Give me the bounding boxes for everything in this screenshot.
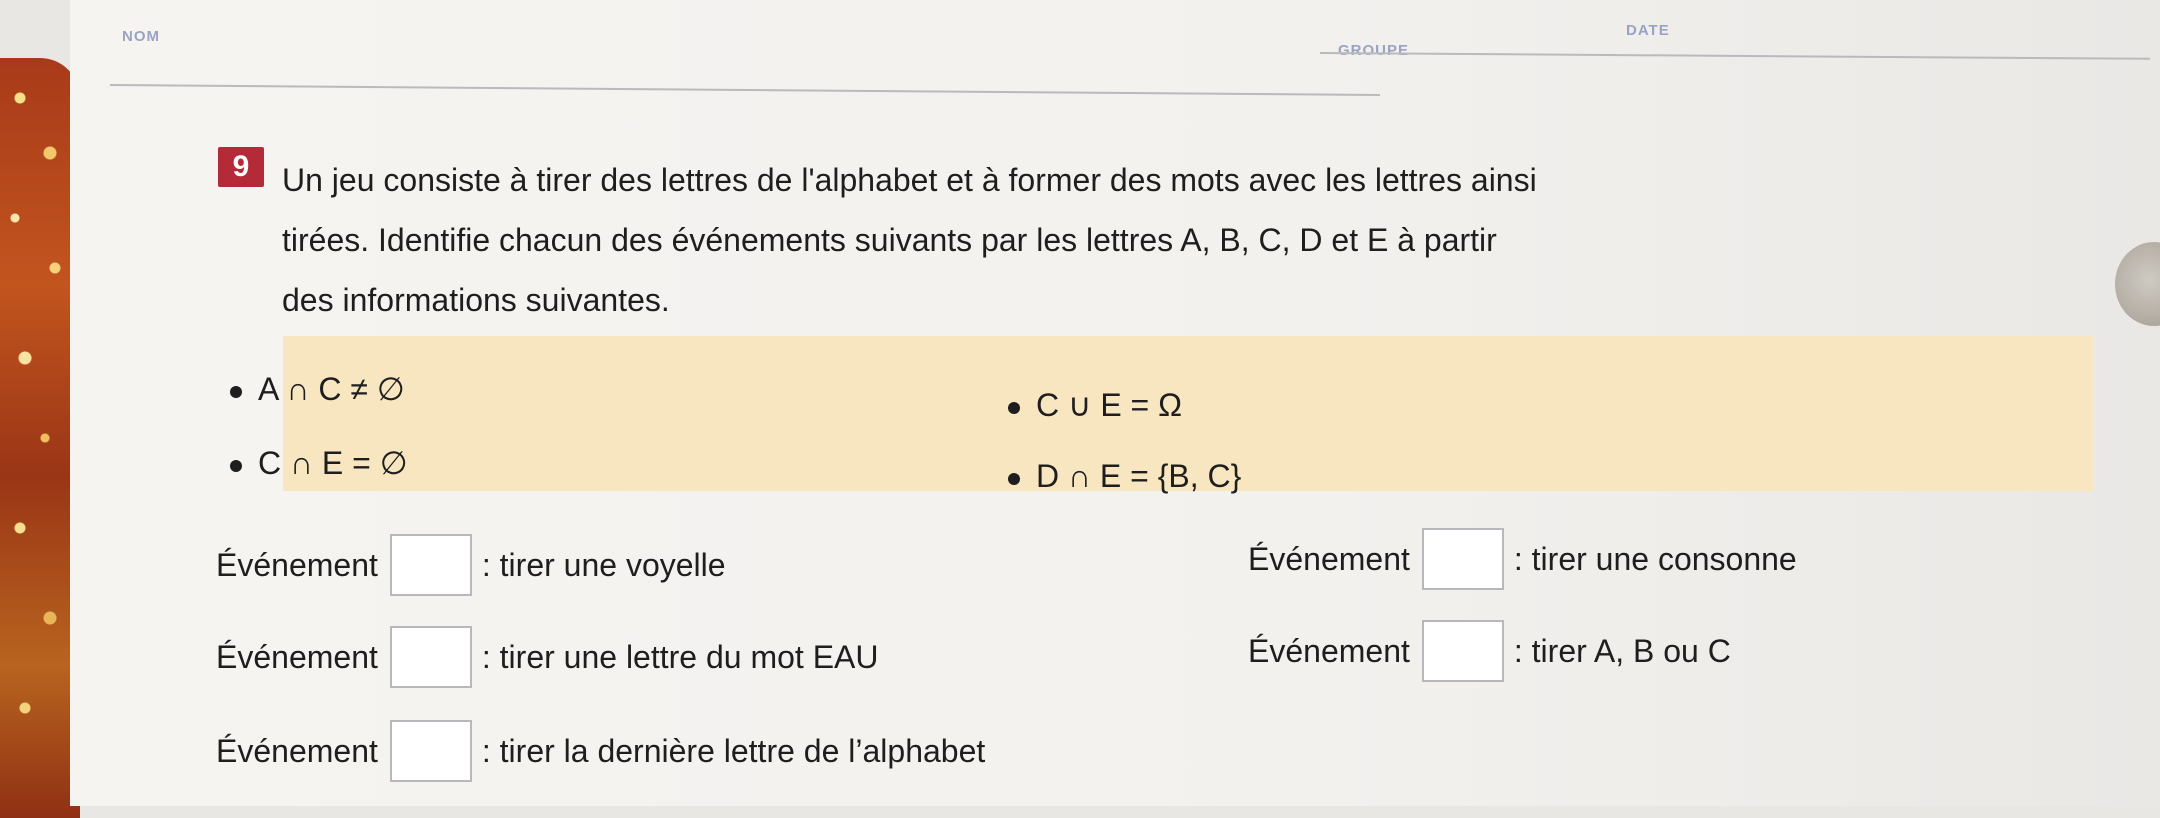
event-label: Événement [216,638,378,675]
groupe-date-line [1320,52,2150,60]
instruction-line: Un jeu consiste à tirer des lettres de l'alphabet et à former des mots avec les lettres ainsi [282,162,1537,198]
exercise-number-badge: 9 [218,147,264,187]
condition-item [1008,386,1182,424]
date-label: DATE [1626,22,1670,39]
event-answer-box[interactable] [1422,528,1504,590]
bullet-icon [1008,473,1020,485]
bullet-icon [230,386,242,398]
condition-item [230,370,405,408]
event-description: : tirer une voyelle [481,546,726,583]
event-label: Événement [1248,632,1410,669]
event-label: Événement [216,732,378,769]
event-row [1248,620,1731,682]
condition-item [1008,458,1241,495]
instruction-line: des informations suivantes. [282,282,670,318]
instruction-line: tirées. Identifie chacun des événements suivants par les lettres A, B, C, D et E à partir [282,222,1497,258]
event-description: : tirer une consonne [1513,540,1797,577]
condition-text: A ∩ C ≠ ∅ [258,371,405,407]
nom-label: NOM [122,28,160,45]
bullet-icon [230,460,242,472]
event-row [1248,528,1797,590]
event-label: Événement [216,546,378,583]
worksheet-page [70,0,2160,806]
groupe-label: GROUPE [1338,42,1410,59]
decorative-side-image [0,58,80,818]
condition-item [230,444,408,482]
event-description: : tirer une lettre du mot EAU [481,638,879,675]
condition-text: C ∪ E = Ω [1036,387,1183,423]
exercise-instructions [282,150,1882,330]
event-label: Événement [1248,540,1410,577]
event-answer-box[interactable] [1422,620,1504,682]
nom-line [110,84,1380,96]
event-answer-box[interactable] [390,626,472,688]
event-description: : tirer la dernière lettre de l’alphabet [481,732,986,769]
condition-text: C ∩ E = ∅ [258,445,408,481]
condition-text: D ∩ E = {B, C} [1036,458,1242,494]
event-description: : tirer A, B ou C [1513,632,1731,669]
event-answer-box[interactable] [390,534,472,596]
event-row [216,626,878,688]
event-row [216,720,985,782]
event-row [216,534,726,596]
event-answer-box[interactable] [390,720,472,782]
binder-hole [2115,242,2160,326]
bullet-icon [1008,402,1020,414]
